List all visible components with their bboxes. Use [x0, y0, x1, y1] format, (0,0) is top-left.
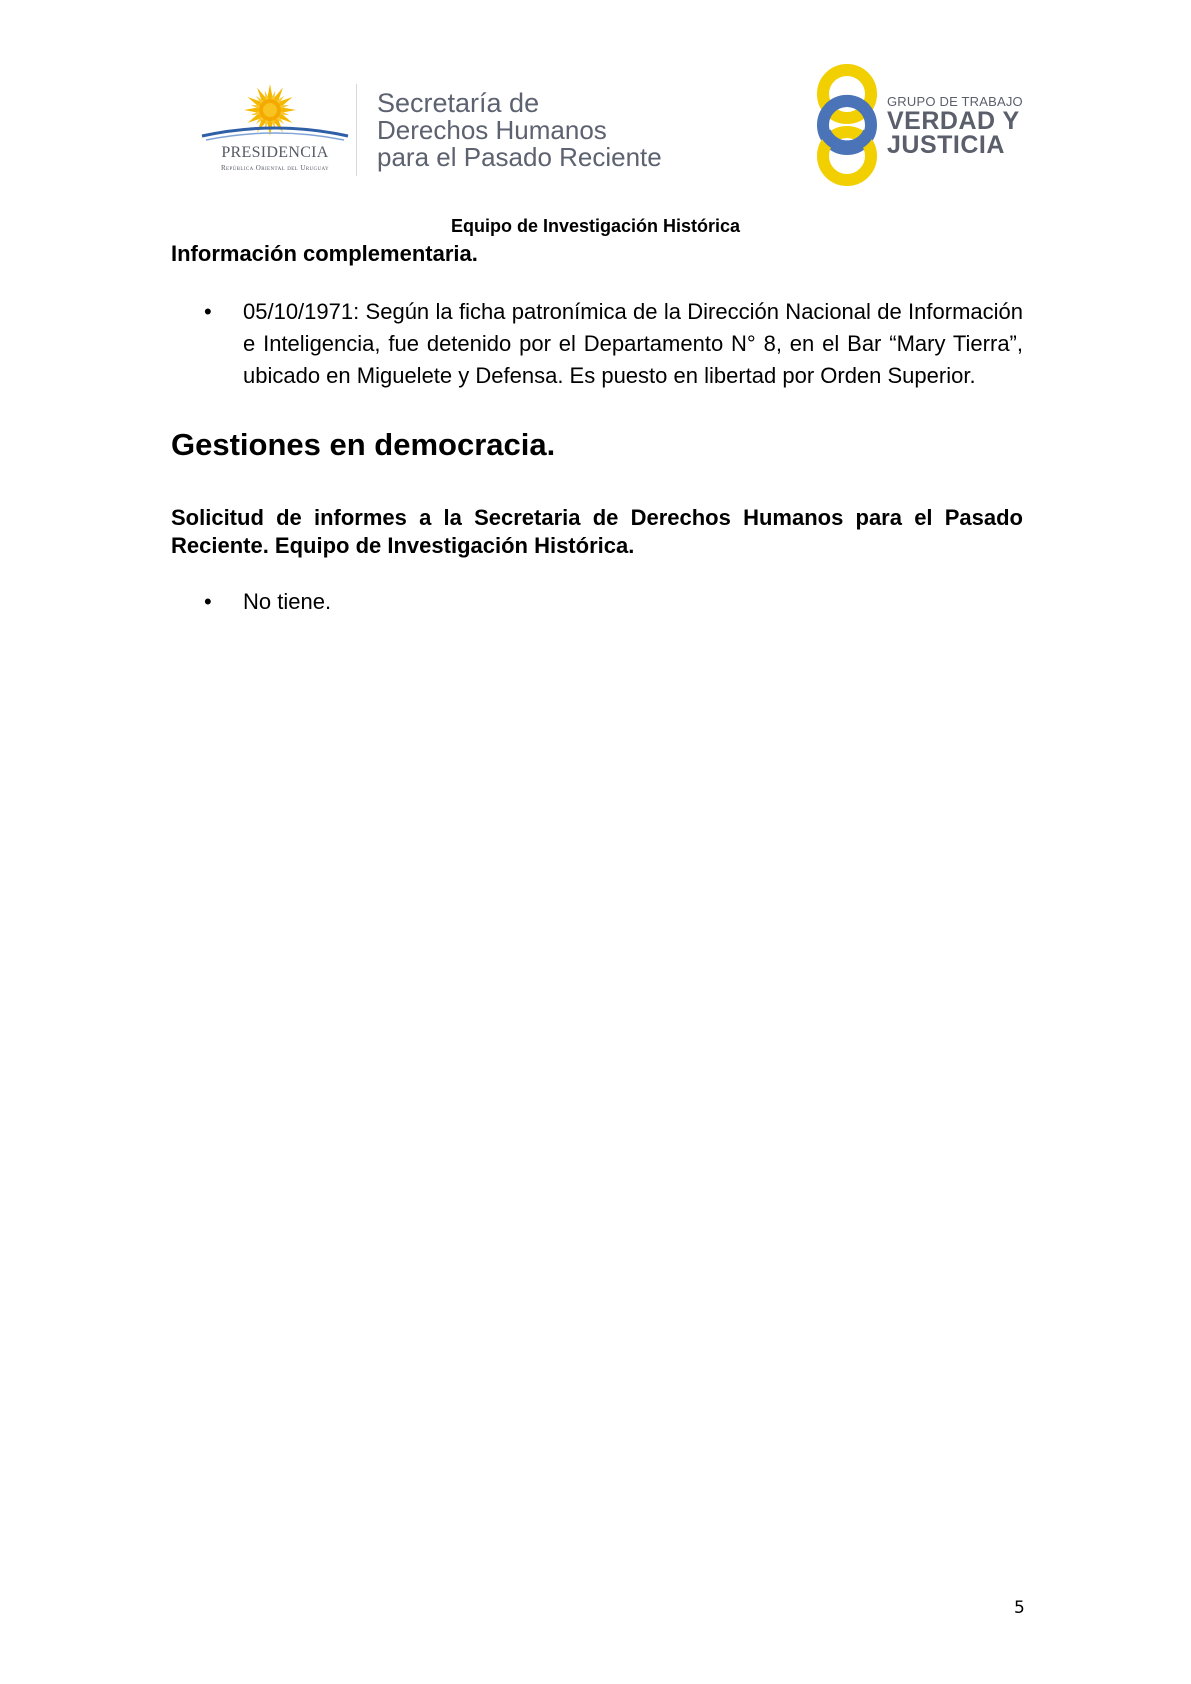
gestiones-heading: Gestiones en democracia.	[171, 427, 556, 462]
gestiones-list	[171, 586, 1023, 618]
verdad-justicia-logo	[815, 62, 1025, 188]
interlinked-rings-icon	[815, 62, 883, 188]
gtvj-small-title: GRUPO DE TRABAJO	[887, 94, 1023, 109]
list-item	[171, 586, 1023, 618]
gtvj-title-line-2: JUSTICIA	[887, 131, 1005, 159]
sun-of-may-icon	[196, 84, 354, 144]
page-header	[0, 0, 1191, 200]
document-body	[171, 240, 1023, 618]
secretaria-logo	[377, 90, 662, 171]
info-list	[171, 296, 1023, 392]
bullet-icon: •	[204, 589, 212, 614]
presidencia-name: PRESIDENCIA	[221, 144, 329, 161]
presidencia-logo	[196, 84, 354, 176]
secretaria-line-2: Derechos Humanos	[377, 115, 607, 145]
gtvj-title-line-1: VERDAD Y	[887, 107, 1020, 135]
page-number: 5	[1014, 1598, 1025, 1618]
secretaria-line-3: para el Pasado Reciente	[377, 142, 662, 172]
list-item	[171, 296, 1023, 392]
presidencia-subtitle: República Oriental del Uruguay	[220, 164, 330, 172]
secretaria-line-1: Secretaría de	[377, 88, 540, 118]
info-heading: Información complementaria.	[171, 241, 478, 266]
bullet-icon: •	[204, 299, 212, 324]
list-item-text: No tiene.	[243, 589, 332, 614]
team-header: Equipo de Investigación Histórica	[450, 216, 741, 236]
logo-divider	[356, 84, 357, 176]
solicitud-subheading: Solicitud de informes a la Secretaria de Derechos Humanos para el Pasado Reciente. Equipo de Investigación Histórica.	[171, 505, 1023, 558]
list-item-text: 05/10/1971: Según la ficha patronímica de la Dirección Nacional de Información e Inteligencia, fue detenido por el Departamento N° 8, en el Bar “Mary Tierra”, ubicado en Miguelete y Defensa. Es puesto en libertad por Orden Superior.	[243, 299, 1023, 388]
